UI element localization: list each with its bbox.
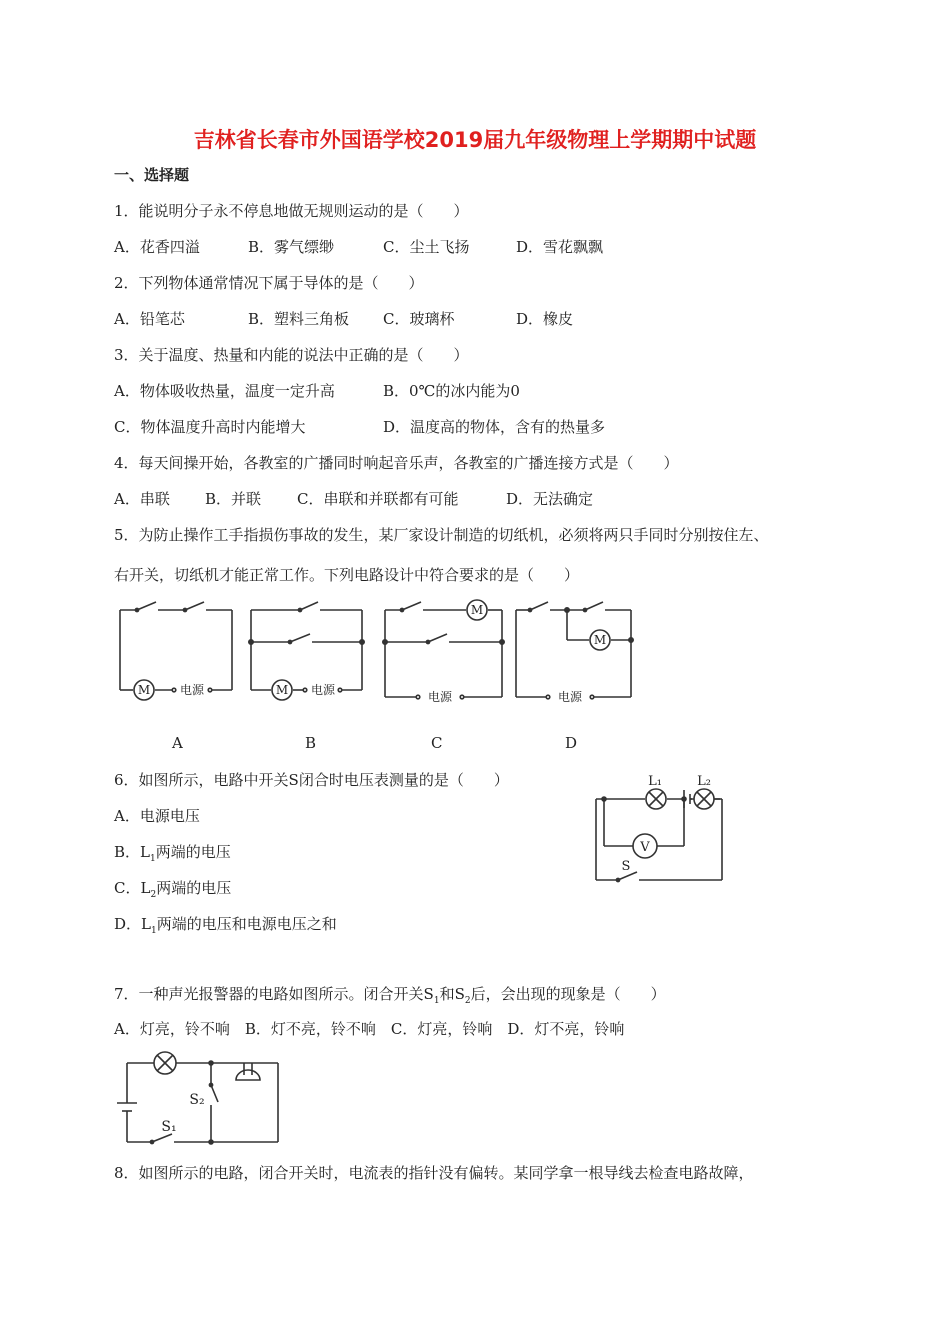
q5-caption-d: D: [565, 734, 578, 752]
question-8-stem: 8．如图所示的电路，闭合开关时，电流表的指针没有偏转。某同学拿一根导线去检查电路故障，: [114, 1164, 754, 1182]
q5-caption-c: C: [431, 734, 443, 752]
q5-caption-b: B: [305, 734, 317, 752]
q1-option-d: D．雪花飘飘: [516, 238, 604, 256]
q4-option-b: B．并联: [205, 490, 262, 508]
q5-b-source-label: 电源: [310, 683, 336, 697]
question-7-stem: 7．一种声光报警器的电路如图所示。闭合开关$S_1$和$S_2$后，会出现的现象是（ ）: [114, 985, 666, 1006]
q3-option-d: D．温度高的物体，含有的热量多: [383, 418, 606, 436]
q6-option-a: A．电源电压: [114, 807, 200, 825]
q3-option-b: B．0℃的冰内能为0: [383, 382, 520, 400]
question-6-stem: 6．如图所示，电路中开关S闭合时电压表测量的是（ ）: [114, 771, 509, 789]
q1-option-b: B．雾气缥缈: [248, 238, 335, 256]
q6-l2-label: L₂: [697, 774, 711, 789]
q5-b-motor-label: M: [275, 683, 289, 697]
q4-option-c: C．串联和并联都有可能: [297, 490, 459, 508]
section-heading: 一、选择题: [114, 166, 190, 184]
q2-option-b: B．塑料三角板: [248, 310, 350, 328]
q5-a-source-label: 电源: [179, 683, 205, 697]
q5-c-source-label: 电源: [427, 690, 453, 704]
question-3-stem: 3．关于温度、热量和内能的说法中正确的是（ ）: [114, 346, 469, 364]
q1-option-a: A．花香四溢: [114, 238, 200, 256]
q2-option-c: C．玻璃杯: [383, 310, 455, 328]
q3-option-a: A．物体吸收热量，温度一定升高: [114, 382, 335, 400]
q2-option-a: A．铅笔芯: [114, 310, 185, 328]
q1-option-c: C．尘土飞扬: [383, 238, 470, 256]
q6-option-c: C．$L_2$两端的电压: [114, 879, 232, 900]
q2-option-d: D．橡皮: [516, 310, 574, 328]
q5-d-motor-label: M: [593, 633, 607, 647]
page-title: 吉林省长春市外国语学校2019届九年级物理上学期期中试题: [193, 128, 757, 152]
q5-d-source-label: 电源: [557, 690, 583, 704]
q5-a-motor-label: M: [137, 683, 151, 697]
q7-options: A．灯亮，铃不响 B．灯不亮，铃不响 C．灯亮，铃响 D．灯不亮，铃响: [114, 1020, 625, 1038]
question-2-stem: 2．下列物体通常情况下属于导体的是（ ）: [114, 274, 424, 292]
q6-option-b: B．$L_1$两端的电压: [114, 843, 231, 864]
question-5-stem-line2: 右开关，切纸机才能正常工作。下列电路设计中符合要求的是（ ）: [114, 566, 580, 584]
q6-option-d: D．$L_1$两端的电压和电源电压之和: [114, 915, 337, 936]
question-1-stem: 1．能说明分子永不停息地做无规则运动的是（ ）: [114, 202, 469, 220]
question-4-stem: 4．每天间操开始，各教室的广播同时响起音乐声，各教室的广播连接方式是（ ）: [114, 454, 679, 472]
q5-caption-a: A: [172, 734, 183, 752]
q4-option-d: D．无法确定: [506, 490, 594, 508]
q7-s2-label: S₂: [189, 1092, 205, 1108]
q3-option-c: C．物体温度升高时内能增大: [114, 418, 306, 436]
q6-l1-label: L₁: [648, 774, 662, 789]
q5-c-motor-label: M: [470, 603, 484, 617]
q4-option-a: A．串联: [114, 490, 170, 508]
q7-s1-label: S₁: [161, 1119, 177, 1135]
question-5-stem-line1: 5．为防止操作工手指损伤事故的发生，某厂家设计制造的切纸机，必须将两只手同时分别按住左、: [114, 526, 769, 544]
q6-voltmeter-label: V: [640, 840, 650, 855]
q6-switch-label: S: [621, 859, 631, 874]
